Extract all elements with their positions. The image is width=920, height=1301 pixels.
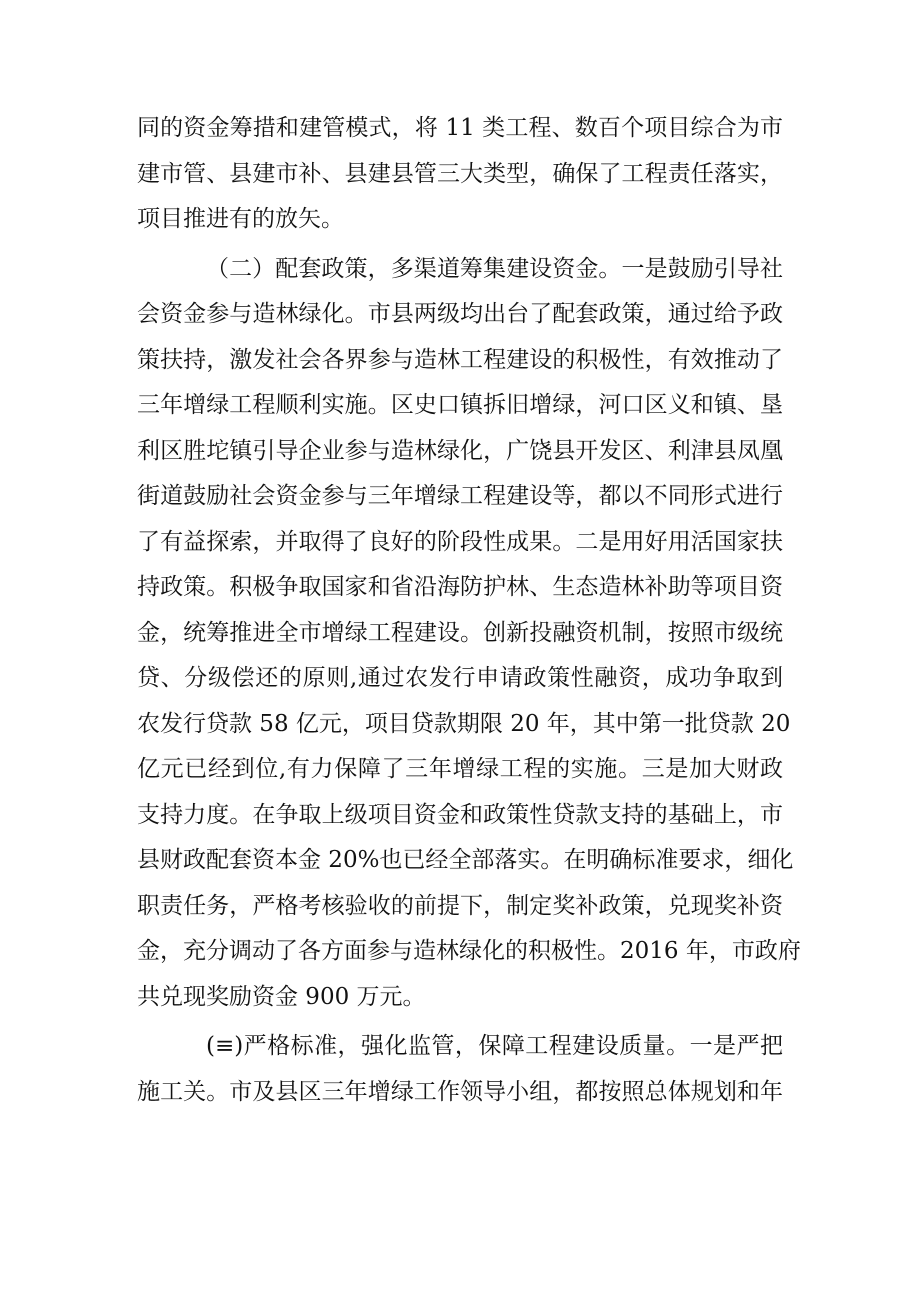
text-line: 建市管、县建市补、县建县管三大类型，确保了工程责任落实，: [137, 160, 783, 187]
paragraph-section-3: [137, 1024, 783, 1115]
text-line: 金，统筹推进全市增绿工程建设。创新投融资机制，按照市级统: [137, 619, 783, 646]
section-heading-line: （二）配套政策，多渠道筹集建设资金。一是鼓励引导社: [206, 255, 783, 282]
text-line: 持政策。积极争取国家和省沿海防护林、生态造林补助等项目资: [137, 574, 783, 600]
text-line: 职责任务，严格考核验收的前提下，制定奖补政策，兑现奖补资: [137, 892, 783, 919]
text-line: 共兑现奖励资金 900 万元。: [137, 983, 426, 1010]
text-line: 农发行贷款 58 亿元，项目贷款期限 20 年，其中第一批贷款 20: [137, 710, 791, 737]
document-body: [137, 106, 801, 1115]
section-heading-line: (≡)严格标准，强化监管，保障工程建设质量。一是严把: [206, 1033, 783, 1059]
text-line: 施工关。市及县区三年增绿工作领导小组，都按照总体规划和年: [137, 1078, 783, 1105]
text-line: 亿元已经到位,有力保障了三年增绿工程的实施。三是加大财政: [137, 756, 783, 782]
paragraph-continuation: [137, 106, 783, 243]
text-line: 了有益探索，并取得了良好的阶段性成果。二是用好用活国家扶: [137, 528, 783, 555]
text-line: 三年增绿工程顺利实施。区史口镇拆旧增绿，河口区义和镇、垦: [137, 392, 783, 418]
text-line: 贷、分级偿还的原则,通过农发行申请政策性融资，成功争取到: [137, 665, 783, 691]
paragraph-section-2: [137, 247, 801, 1021]
text-line: 会资金参与造林绿化。市县两级均出台了配套政策，通过给予政: [137, 301, 783, 327]
text-line: 县财政配套资本金 20%也已经全部落实。在明确标准要求，细化: [137, 847, 794, 873]
text-line: 街道鼓励社会资金参与三年增绿工程建设等，都以不同形式进行: [137, 483, 783, 509]
text-line: 同的资金筹措和建管模式，将 11 类工程、数百个项目综合为市: [137, 115, 783, 141]
text-line: 项目推进有的放矢。: [137, 206, 344, 232]
text-line: 金，充分调动了各方面参与造林绿化的积极性。2016 年，市政府: [137, 938, 801, 964]
text-line: 支持力度。在争取上级项目资金和政策性贷款支持的基础上，市: [137, 801, 783, 828]
text-line: 利区胜坨镇引导企业参与造林绿化，广饶县开发区、利津县凤凰: [137, 437, 783, 464]
text-line: 策扶持，激发社会各界参与造林工程建设的积极性，有效推动了: [137, 346, 783, 373]
